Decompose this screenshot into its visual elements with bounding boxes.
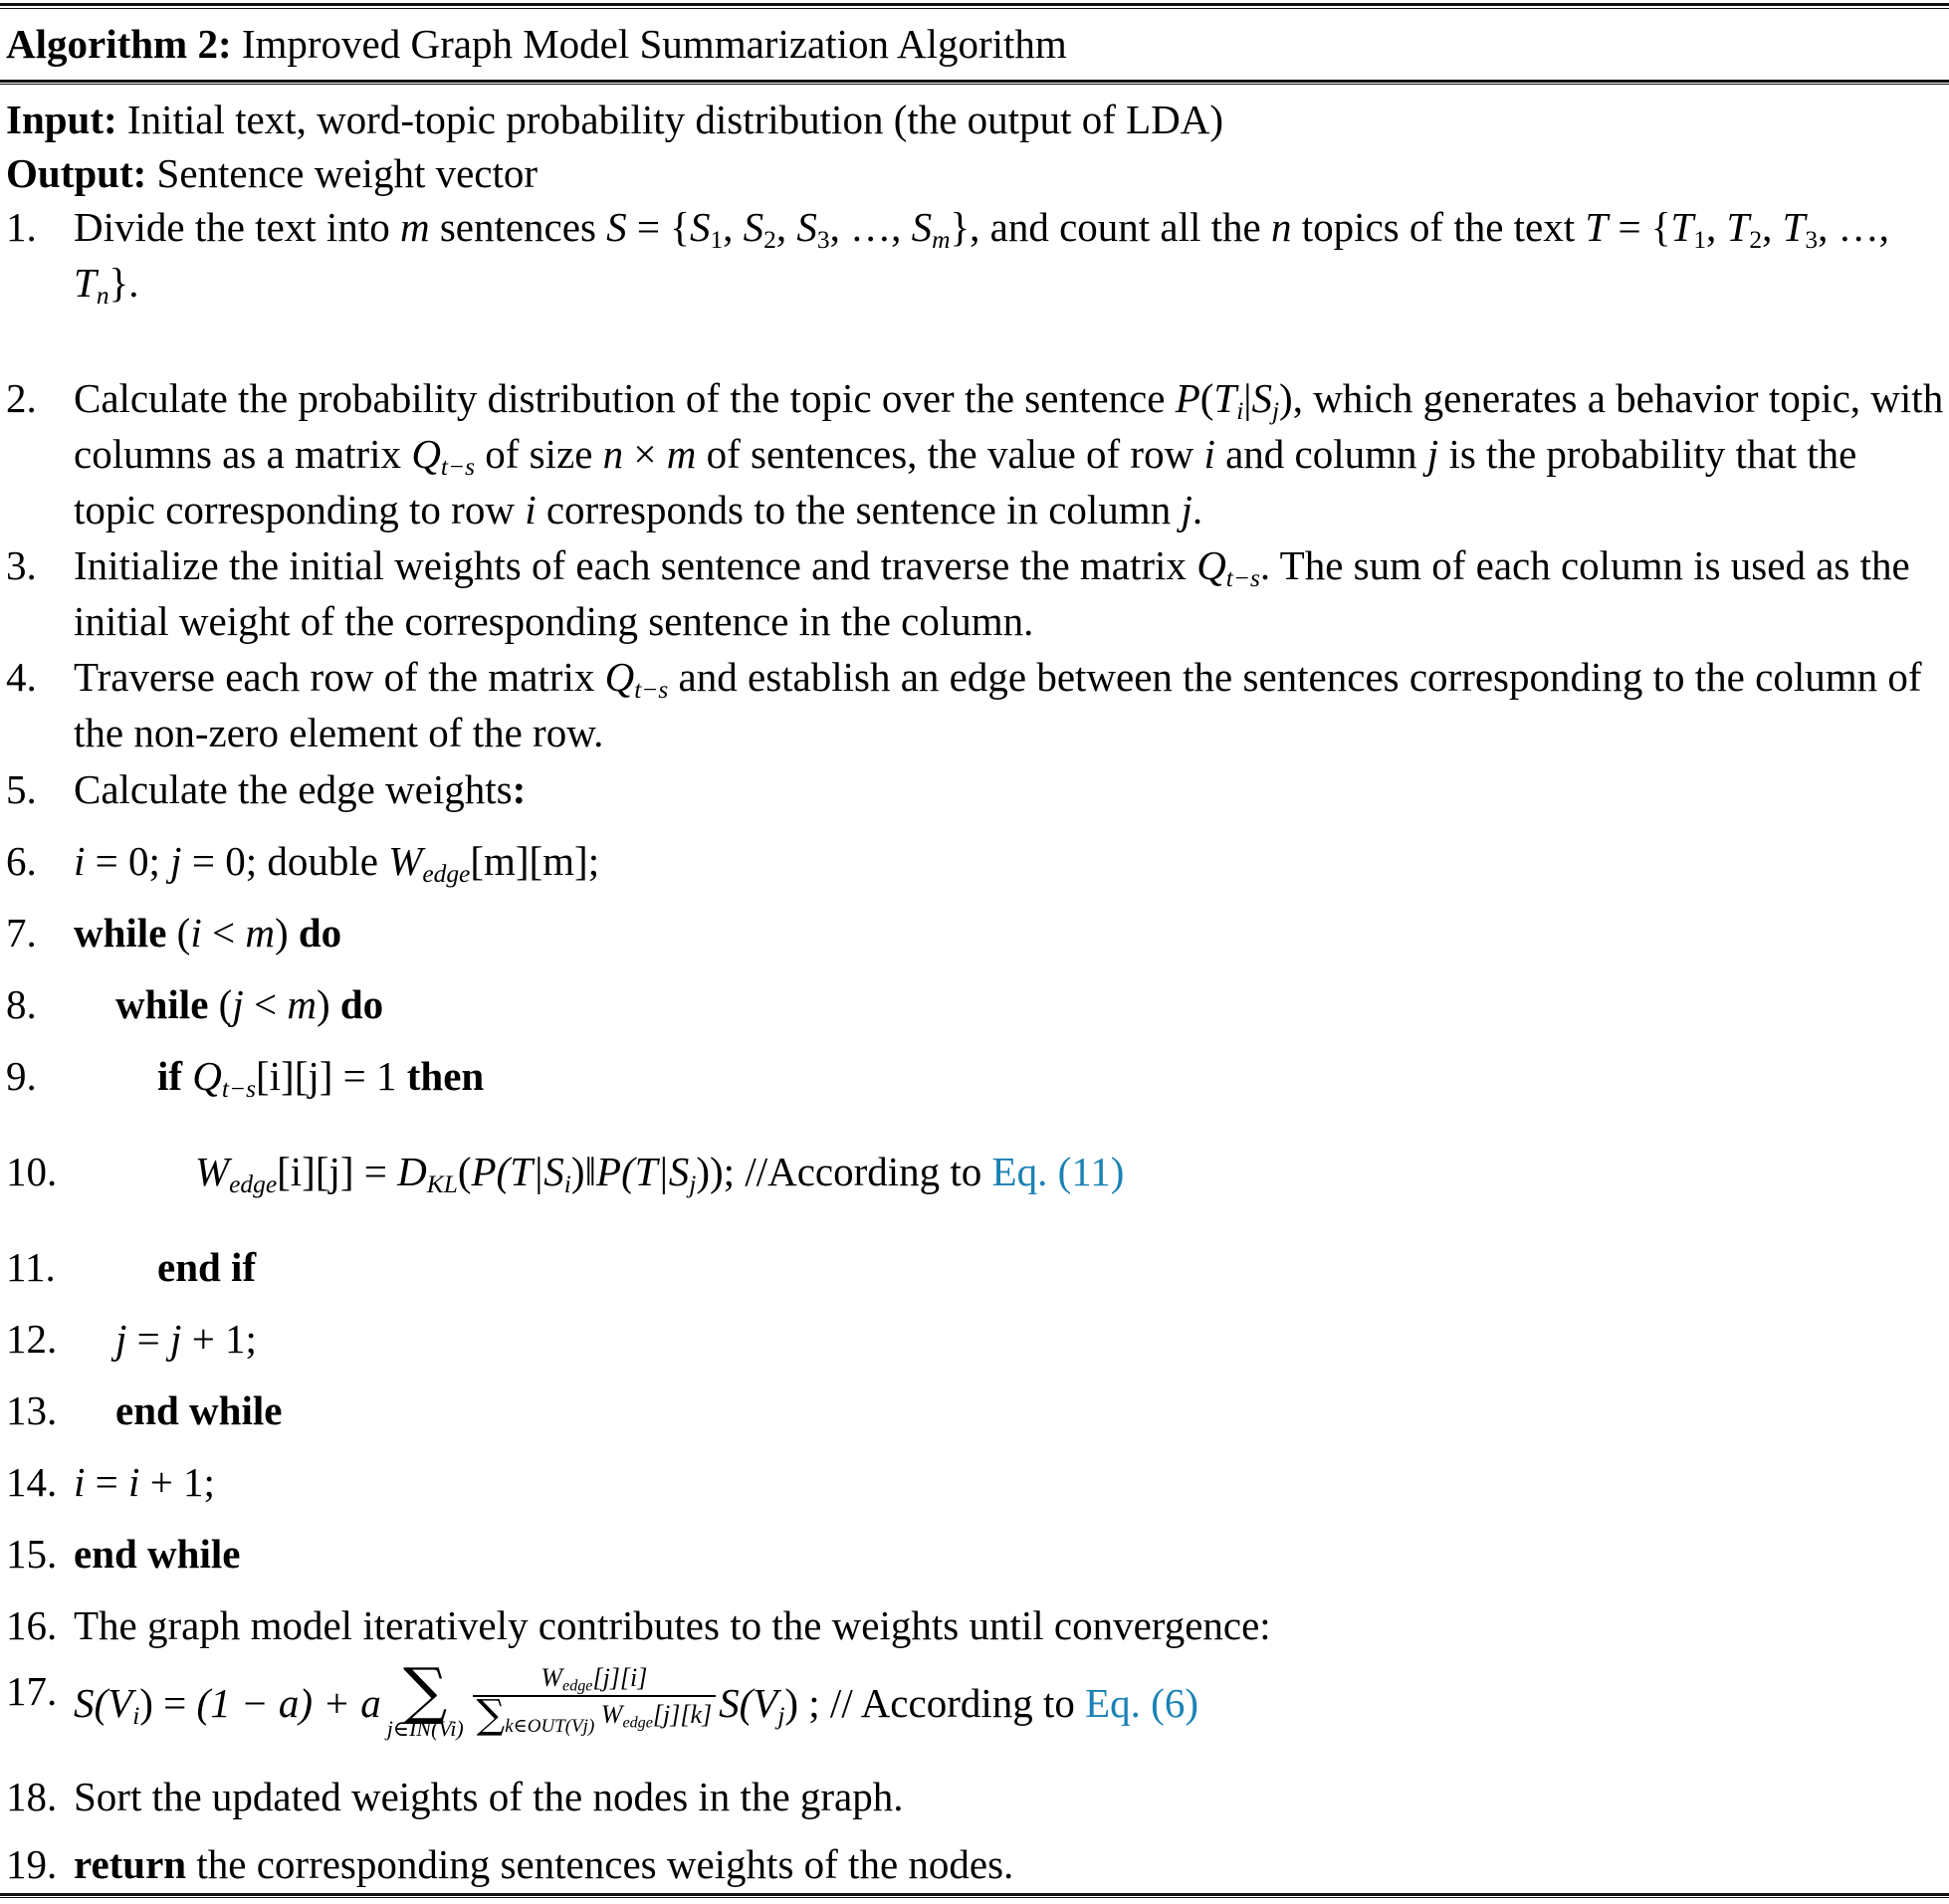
step-14 bbox=[6, 1454, 1945, 1510]
rule-middle bbox=[0, 80, 1949, 85]
step-17 bbox=[6, 1653, 1945, 1743]
step-11 bbox=[6, 1239, 1945, 1295]
output-label: Output: bbox=[6, 150, 147, 196]
step-5 bbox=[6, 761, 1945, 817]
step-2 bbox=[6, 370, 1945, 537]
step-6 bbox=[6, 833, 1945, 889]
algorithm-title-text bbox=[232, 21, 242, 67]
sigma-icon: ∑ bbox=[403, 1653, 448, 1727]
sigma-icon: ∑ bbox=[476, 1692, 506, 1738]
step-body: Traverse each row of the matrix $Q_{t-s}$ and establish an edge between the sentences corresponding to the column of the non-zero element of the row. bbox=[74, 654, 1922, 755]
step-body: end while bbox=[115, 1387, 283, 1433]
step-number: 7. bbox=[6, 910, 37, 955]
step-12 bbox=[6, 1311, 1945, 1367]
output-text: Sentence weight vector bbox=[156, 150, 539, 196]
step-body: if $Q_{t-s}[i][j] = 1$ then bbox=[157, 1053, 485, 1104]
eq-11-link[interactable]: Eq. (11) bbox=[991, 1149, 1125, 1194]
step-number: 9. bbox=[6, 1053, 37, 1099]
sum-lower-limit: j∈IN(Vi) bbox=[386, 1715, 464, 1741]
step-body: end while bbox=[74, 1531, 241, 1577]
step-body: $W_{edge}[i][j]$ = $D_{KL}(P(T|S_i)‖P(T|S_j))$; //According to Eq. (11) bbox=[195, 1149, 1125, 1199]
step-body: Calculate the edge weights: bbox=[74, 766, 527, 812]
step-number: 16. bbox=[6, 1602, 58, 1648]
input-label: Input: bbox=[6, 97, 117, 142]
step-number: 8. bbox=[6, 981, 37, 1027]
step-8 bbox=[6, 976, 1945, 1032]
step-1 bbox=[6, 199, 1945, 311]
formula-rhs: $S(V_j)$ ; // According to Eq. (6) bbox=[719, 1679, 1198, 1730]
step-body: i = 0; j = 0; double $W_{edge}[m][m]$; bbox=[74, 838, 600, 889]
step-body: Initialize the initial weights of each sentence and traverse the matrix $Q_{t-s}$. The sum of each column is used as the initial weight of the corresponding sentence in the column. bbox=[74, 542, 1910, 644]
step-body: while (j < m) do bbox=[115, 981, 384, 1027]
step-9 bbox=[6, 1048, 1945, 1104]
rule-top bbox=[0, 3, 1949, 9]
step-number: 6. bbox=[6, 838, 37, 884]
output-line bbox=[6, 147, 538, 199]
step-number: 2. bbox=[6, 375, 37, 421]
eq-6-link[interactable]: Eq. (6) bbox=[1085, 1679, 1198, 1726]
step-number: 14. bbox=[6, 1459, 58, 1505]
step-3 bbox=[6, 537, 1945, 649]
step-number: 19. bbox=[6, 1841, 58, 1887]
input-text: Initial text, word-topic probability distribution (the output of LDA) bbox=[126, 97, 1224, 142]
algorithm-label: Algorithm 2: bbox=[6, 21, 232, 67]
step-number: 5. bbox=[6, 766, 37, 812]
weight-fraction bbox=[473, 1663, 716, 1743]
pagerank-formula bbox=[74, 1653, 1198, 1743]
step-body bbox=[74, 1653, 1945, 1743]
step-body: The graph model iteratively contributes to the weights until convergence: bbox=[74, 1602, 1271, 1648]
step-number: 3. bbox=[6, 542, 37, 588]
step-number: 12. bbox=[6, 1316, 58, 1362]
step-18 bbox=[6, 1769, 1945, 1824]
step-body: Sort the updated weights of the nodes in the graph. bbox=[74, 1774, 904, 1819]
step-number: 13. bbox=[6, 1387, 58, 1433]
fraction-denominator: $\sum_{k\in OUT(Vj)}$ $W_{edge}[j][k]$ bbox=[476, 1692, 713, 1738]
step-number: 15. bbox=[6, 1531, 58, 1577]
step-15 bbox=[6, 1526, 1945, 1582]
step-16 bbox=[6, 1597, 1945, 1653]
input-line bbox=[6, 94, 1223, 145]
algorithm-title bbox=[6, 18, 1067, 70]
step-13 bbox=[6, 1382, 1945, 1438]
step-number: 18. bbox=[6, 1774, 58, 1819]
step-body: j = j + 1; bbox=[115, 1316, 257, 1362]
sum-over-in-neighbors bbox=[386, 1653, 464, 1741]
step-19 bbox=[6, 1836, 1945, 1892]
rule-bottom bbox=[0, 1893, 1949, 1898]
step-number: 17. bbox=[6, 1668, 58, 1714]
step-number: 1. bbox=[6, 204, 37, 250]
step-number: 4. bbox=[6, 654, 37, 700]
step-number: 10. bbox=[6, 1149, 58, 1194]
step-number: 11. bbox=[6, 1244, 56, 1290]
step-body: return the corresponding sentences weights of the nodes. bbox=[74, 1841, 1014, 1887]
step-body: i = i + 1; bbox=[74, 1459, 215, 1505]
step-body: while (i < m) do bbox=[74, 910, 342, 955]
step-body: Divide the text into m sentences $S = \{S_1$, $S_2$, $S_3$, …, $S_m$}, and count all the n topics of the text $T = \{T_1$, $T_2$, $T_3$, …, $T_n$}. bbox=[74, 204, 1889, 311]
denominator-sum-limit: k∈OUT(Vj) bbox=[505, 1715, 595, 1737]
step-10 bbox=[6, 1144, 1945, 1199]
algorithm-title-name: Improved Graph Model Summarization Algorithm bbox=[241, 21, 1067, 67]
fraction-numerator: $W_{edge}[j][i]$ bbox=[541, 1663, 648, 1695]
step-4 bbox=[6, 649, 1945, 760]
step-7 bbox=[6, 905, 1945, 960]
formula-lhs: $S(V_i) = (1 - a) + a$ bbox=[74, 1679, 381, 1730]
step-body: end if bbox=[157, 1244, 257, 1290]
step-body: Calculate the probability distribution of the topic over the sentence $P(T_i|S_j)$, which generates a behavior topic, with columns as a matrix $Q_{t-s}$ of size n × m of sentences, the value of row i and column j is the probability that the topic corresponding to row i corresponds to the sentence in column j. bbox=[74, 375, 1944, 532]
